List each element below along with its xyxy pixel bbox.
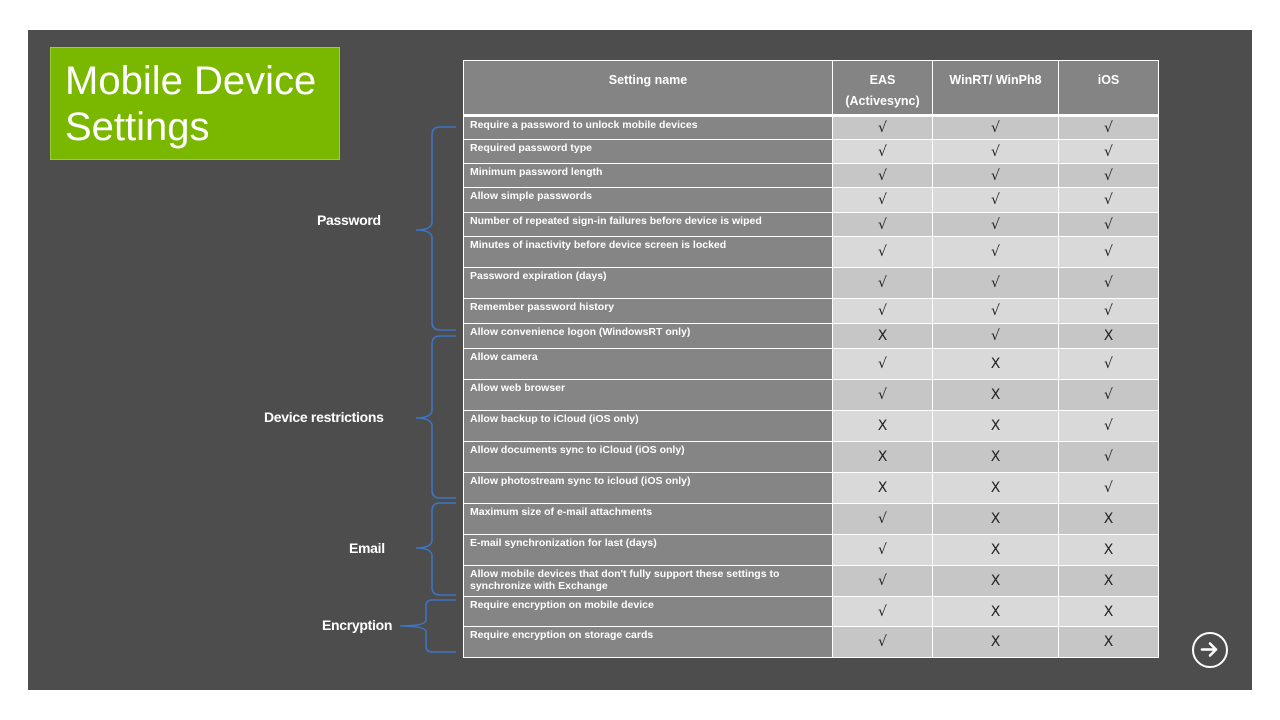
winrt-cell: X (933, 535, 1059, 566)
setting-name-cell: Maximum size of e-mail attachments (464, 504, 833, 535)
eas-cell: √ (833, 380, 933, 411)
setting-name-cell: Minutes of inactivity before device screen is locked (464, 237, 833, 268)
table-row (464, 597, 1159, 627)
setting-name-cell: Allow camera (464, 349, 833, 380)
setting-name-cell: Allow backup to iCloud (iOS only) (464, 411, 833, 442)
ios-cell: X (1059, 535, 1159, 566)
ios-cell: √ (1059, 411, 1159, 442)
eas-cell: √ (833, 213, 933, 237)
eas-cell: √ (833, 116, 933, 140)
winrt-cell: √ (933, 188, 1059, 213)
eas-cell: √ (833, 349, 933, 380)
eas-cell: √ (833, 188, 933, 213)
setting-name-cell: Require encryption on storage cards (464, 627, 833, 658)
winrt-cell: X (933, 349, 1059, 380)
ios-cell: X (1059, 566, 1159, 597)
ios-cell: √ (1059, 299, 1159, 324)
winrt-cell: √ (933, 116, 1059, 140)
table-row (464, 188, 1159, 213)
table-row (464, 164, 1159, 188)
header-ios: iOS (1059, 61, 1159, 116)
eas-cell: √ (833, 597, 933, 627)
setting-name-cell: Required password type (464, 140, 833, 164)
setting-name-cell: Allow simple passwords (464, 188, 833, 213)
setting-name-cell: Require encryption on mobile device (464, 597, 833, 627)
eas-cell: √ (833, 299, 933, 324)
eas-cell: √ (833, 535, 933, 566)
slide-title-line-1: Mobile Device (65, 59, 317, 103)
table-row (464, 116, 1159, 140)
eas-cell: √ (833, 164, 933, 188)
winrt-cell: X (933, 504, 1059, 535)
table-row (464, 627, 1159, 658)
table-row (464, 411, 1159, 442)
eas-cell: X (833, 411, 933, 442)
table-row (464, 140, 1159, 164)
table-row (464, 504, 1159, 535)
group-label-email: Email (349, 540, 385, 556)
group-label-password: Password (317, 212, 381, 228)
winrt-cell: X (933, 380, 1059, 411)
winrt-cell: X (933, 566, 1059, 597)
slide-title-line-2: Settings (65, 105, 210, 149)
eas-cell: √ (833, 566, 933, 597)
eas-cell: √ (833, 504, 933, 535)
winrt-cell: √ (933, 268, 1059, 299)
settings-table (463, 60, 1159, 658)
setting-name-cell: Allow documents sync to iCloud (iOS only) (464, 442, 833, 473)
table-row (464, 442, 1159, 473)
setting-name-cell: Allow mobile devices that don't fully support these settings to synchronize with Exchange (464, 566, 833, 597)
eas-cell: √ (833, 237, 933, 268)
winrt-cell: X (933, 473, 1059, 504)
eas-cell: X (833, 442, 933, 473)
eas-cell: √ (833, 627, 933, 658)
winrt-cell: √ (933, 164, 1059, 188)
ios-cell: X (1059, 627, 1159, 658)
ios-cell: √ (1059, 380, 1159, 411)
header-eas-line-2: (Activesync) (845, 94, 920, 108)
ios-cell: √ (1059, 473, 1159, 504)
ios-cell: √ (1059, 140, 1159, 164)
eas-cell: √ (833, 140, 933, 164)
eas-cell: √ (833, 268, 933, 299)
ios-cell: √ (1059, 213, 1159, 237)
encryption-bracket-icon (400, 600, 456, 652)
ios-cell: √ (1059, 164, 1159, 188)
ios-cell: √ (1059, 188, 1159, 213)
setting-name-cell: Allow convenience logon (WindowsRT only) (464, 324, 833, 349)
winrt-cell: √ (933, 324, 1059, 349)
email-bracket-icon (416, 503, 456, 595)
group-label-device-restrictions: Device restrictions (264, 409, 384, 425)
next-slide-button[interactable] (1192, 632, 1228, 668)
setting-name-cell: Allow web browser (464, 380, 833, 411)
table-row (464, 299, 1159, 324)
setting-name-cell: E-mail synchronization for last (days) (464, 535, 833, 566)
setting-name-cell: Remember password history (464, 299, 833, 324)
ios-cell: √ (1059, 349, 1159, 380)
eas-cell: X (833, 473, 933, 504)
device-restrictions-bracket-icon (416, 336, 456, 498)
password-bracket-icon (416, 127, 456, 330)
table-row (464, 324, 1159, 349)
table-row (464, 213, 1159, 237)
ios-cell: √ (1059, 268, 1159, 299)
setting-name-cell: Minimum password length (464, 164, 833, 188)
ios-cell: √ (1059, 442, 1159, 473)
eas-cell: X (833, 324, 933, 349)
winrt-cell: X (933, 411, 1059, 442)
ios-cell: X (1059, 324, 1159, 349)
winrt-cell: √ (933, 213, 1059, 237)
table-row (464, 566, 1159, 597)
winrt-cell: X (933, 442, 1059, 473)
winrt-cell: √ (933, 140, 1059, 164)
table-row (464, 535, 1159, 566)
ios-cell: X (1059, 597, 1159, 627)
ios-cell: √ (1059, 116, 1159, 140)
header-eas-line-1: EAS (869, 73, 896, 87)
table-row (464, 380, 1159, 411)
winrt-cell: √ (933, 299, 1059, 324)
header-winrt: WinRT/ WinPh8 (933, 61, 1059, 116)
table-row (464, 349, 1159, 380)
table-row (464, 237, 1159, 268)
circled-arrow-right-icon (1199, 639, 1220, 660)
header-eas (833, 61, 933, 116)
ios-cell: X (1059, 504, 1159, 535)
ios-cell: √ (1059, 237, 1159, 268)
winrt-cell: X (933, 597, 1059, 627)
table-row (464, 473, 1159, 504)
setting-name-cell: Number of repeated sign-in failures before device is wiped (464, 213, 833, 237)
header-setting-name: Setting name (464, 61, 833, 116)
table-row (464, 268, 1159, 299)
setting-name-cell: Password expiration (days) (464, 268, 833, 299)
setting-name-cell: Allow photostream sync to icloud (iOS only) (464, 473, 833, 504)
table-header-row (464, 61, 1159, 116)
setting-name-cell: Require a password to unlock mobile devices (464, 116, 833, 140)
winrt-cell: √ (933, 237, 1059, 268)
group-label-encryption: Encryption (322, 617, 393, 633)
winrt-cell: X (933, 627, 1059, 658)
